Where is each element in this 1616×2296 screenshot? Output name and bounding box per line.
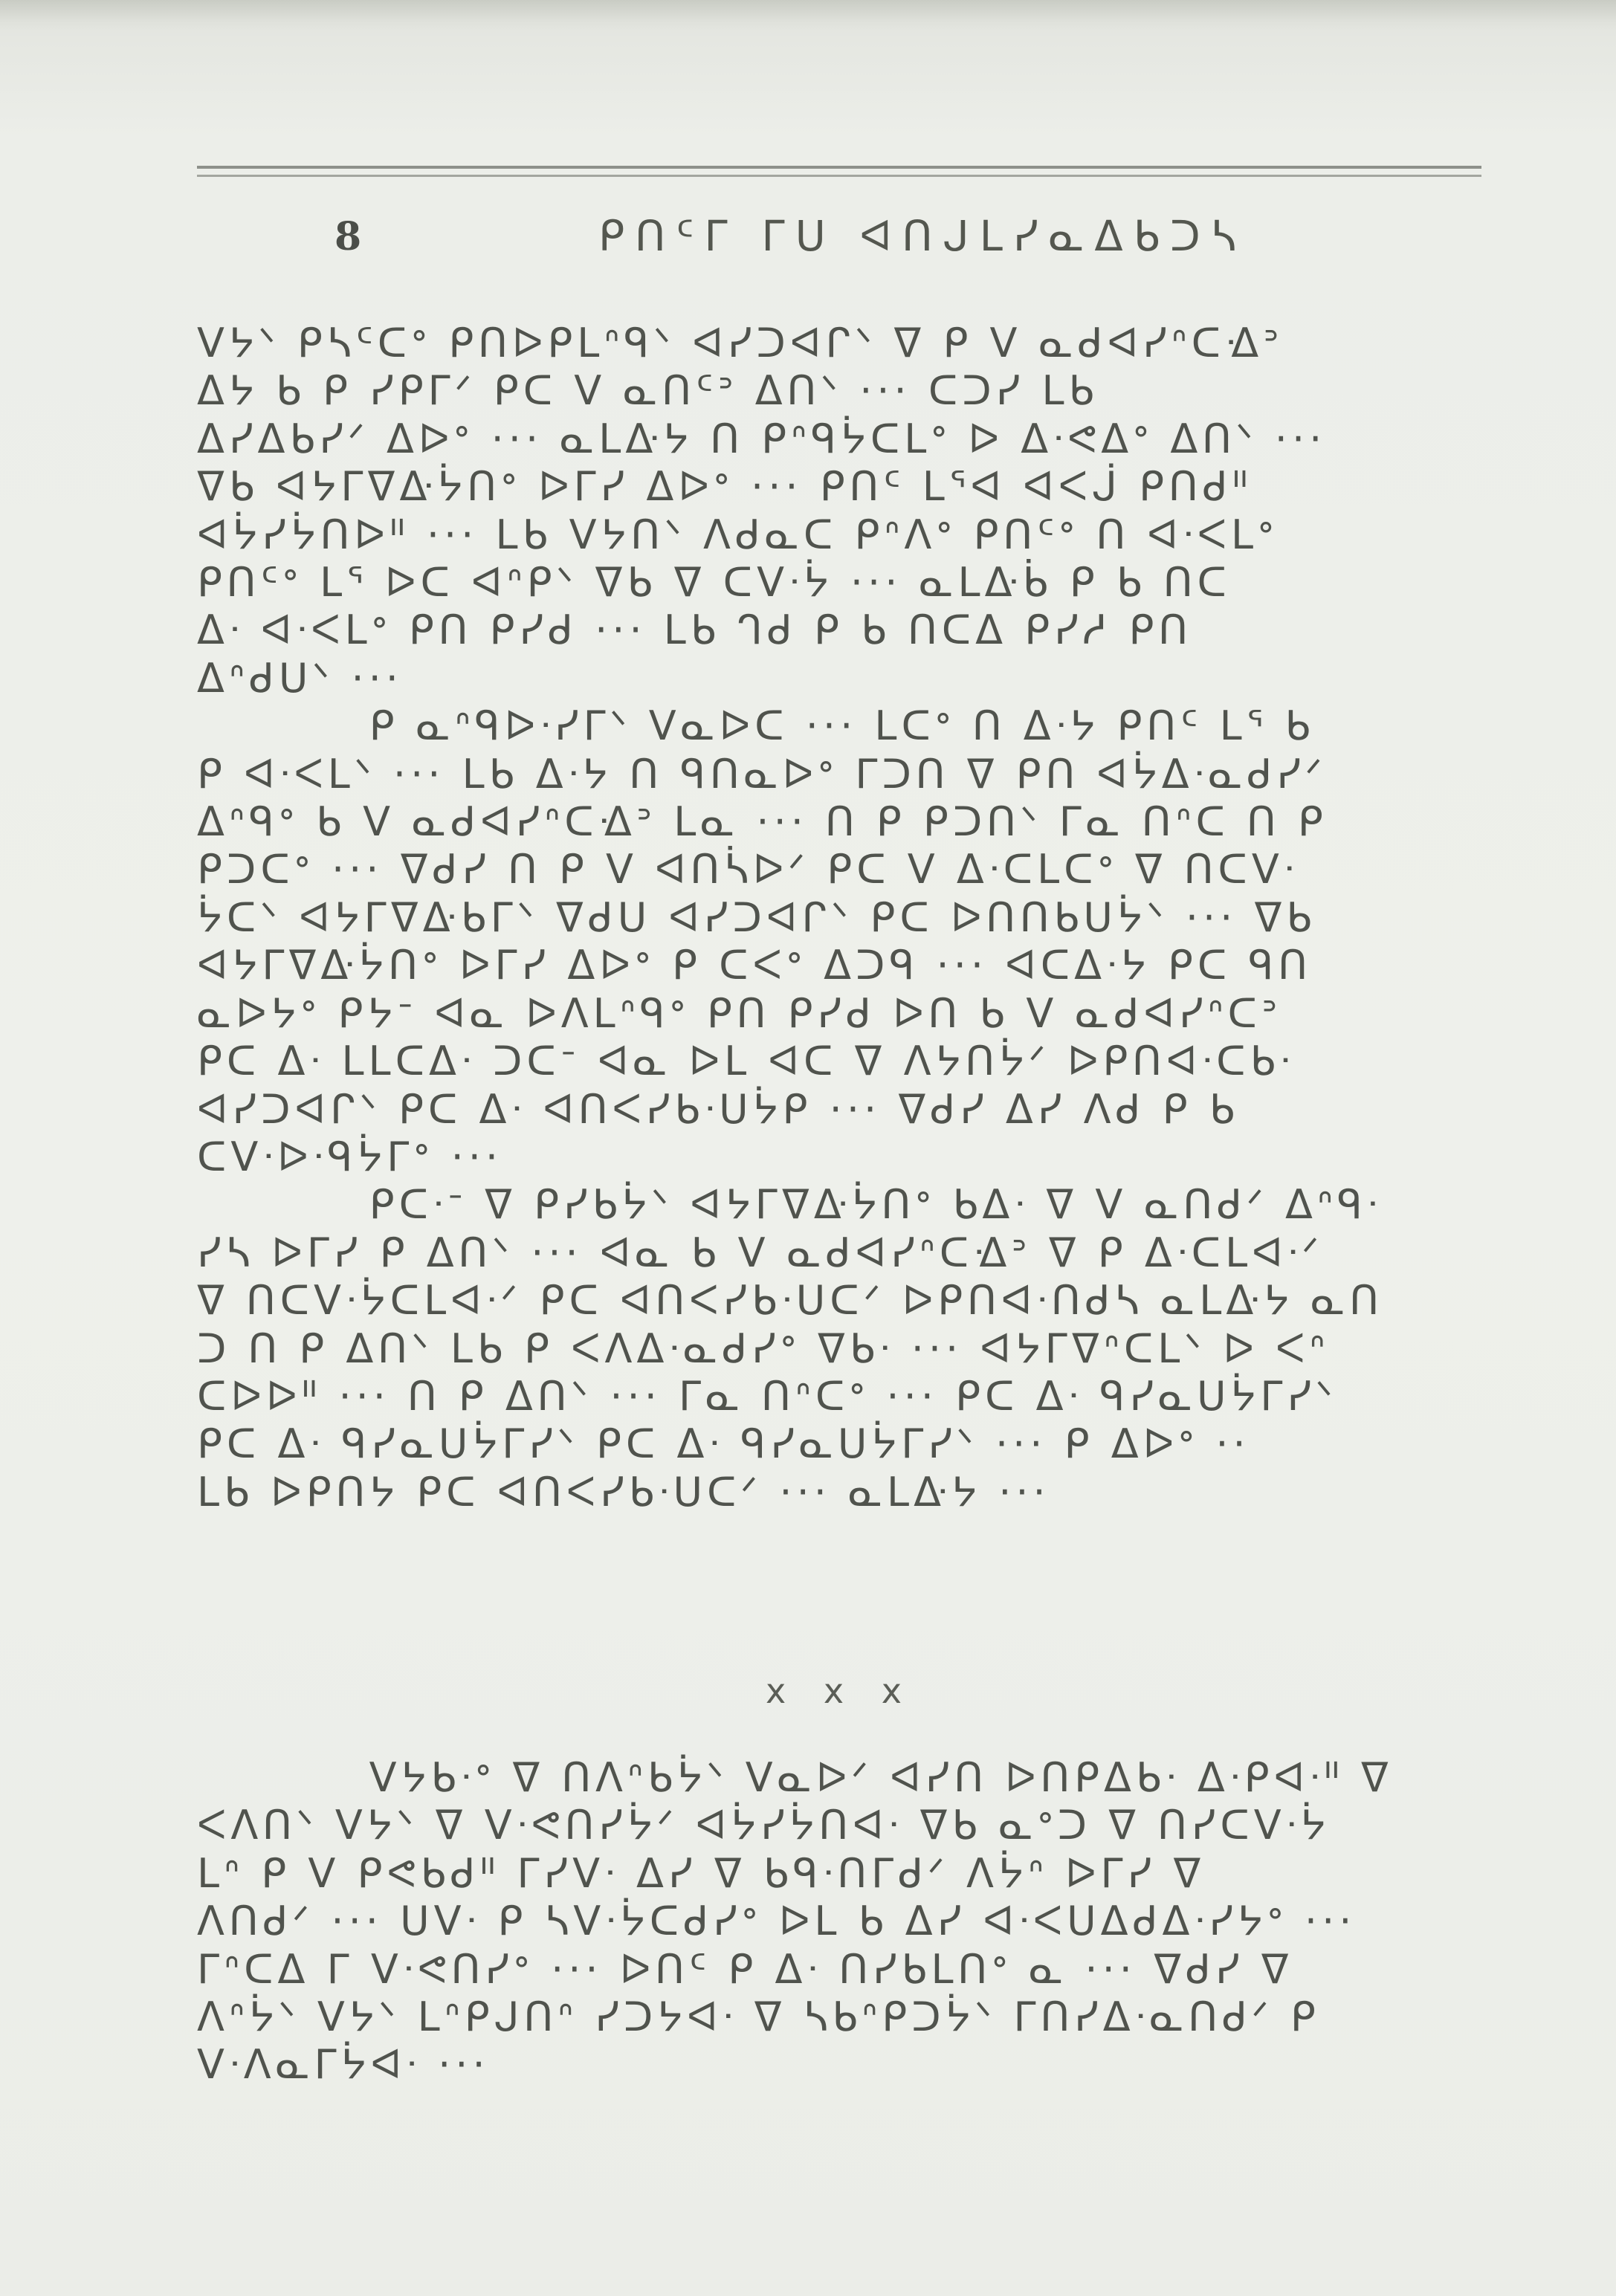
paragraph-4	[197, 1754, 1453, 2089]
paragraph-3-line: ᑭᑕᐧᐨ ᐁ ᑭᓯᑲᔮᐠ ᐊᔭᒥᐁᐏᔮᑎᐤ ᑲᐃᐧ ᐁ ᐯ ᓇᑎᑯᐟ ᐃᐢᑫᐧ	[197, 1181, 1382, 1229]
paragraph-4-line: ᐯᐧᐱᓇᒥᔮᐊᐧ ···	[197, 2041, 490, 2089]
paragraph-1-line: ᐃᔭ ᑲ ᑭ ᓯᑭᒥᐟ ᑭᑕ ᐯ ᓇᑎᑦᐣ ᐃᑎᐠ ··· ᑕᑐᓯ ᒪᑲ	[197, 367, 1099, 415]
paragraph-2	[197, 702, 1453, 1181]
paragraph-3-line: ᑐ ᑎ ᑭ ᐃᑎᐠ ᒪᑲ ᑭ ᐸᐱᐃᐧᓇᑯᓯᐤ ᐁᑲᐧ ··· ᐊᔭᒥᐁᐢᑕᒪᐠ ᐅ ᐸᐢ	[197, 1325, 1330, 1372]
paragraph-2-line: ᑭᑕ ᐃᐧ ᒪᒪᑕᐃᐧ ᑐᑕᐨ ᐊᓇ ᐅᒪ ᐊᑕ ᐁ ᐱᔭᑎᔮᐟ ᐅᑭᑎᐊᐧᑕᑲᐧ	[197, 1038, 1295, 1085]
paragraph-4-line: ᐱᐢᔮᐠ ᐯᔭᐠ ᒪᐢᑭᒍᑎᐢ ᓯᑐᔭᐊᐧ ᐁ ᓴᑲᐢᑭᑐᔮᐠ ᒥᑎᓯᐃᐧᓇᑎᑯᐟ ᑭ	[197, 1993, 1320, 2041]
paragraph-1-line: ᐊᔮᓯᔮᑎᐅᐦ ··· ᒪᑲ ᐯᔭᑎᐠ ᐱᑯᓇᑕ ᑭᐢᐱᐤ ᑭᑎᑦᐤ ᑎ ᐊᐧᐸᒪᐤ	[197, 511, 1279, 558]
paragraph-3-line: ᓯᓴ ᐅᒥᓯ ᑭ ᐃᑎᐠ ··· ᐊᓇ ᑲ ᐯ ᓇᑯᐊᓯᐢᑕᐎᐣ ᐁ ᑭ ᐃᐧᑕᒪᐊᐧᐟ	[197, 1229, 1324, 1276]
paragraph-1-line: ᑭᑎᑦᐤ ᒪᕐ ᐅᑕ ᐊᐢᑭᐠ ᐁᑲ ᐁ ᑕᐯᐧᔮ ··· ᓇᒪᐏᑳ ᑭ ᑲ ᑎᑕ	[197, 559, 1231, 607]
paragraph-1-line: ᐯᔭᐠ ᑭᓴᑦᑕᐤ ᑭᑎᐅᑭᒪᐢᑫᐠ ᐊᓯᑐᐊᒋᐠ ᐁ ᑭ ᐯ ᓇᑯᐊᓯᐢᑕᐎᐣ	[197, 320, 1284, 366]
paragraph-4-line: ᒥᐢᑕᐃ ᒥ ᐯᐧᕙᑎᓯᐤ ··· ᐅᑎᑦ ᑭ ᐃᐧ ᑎᓯᑲᒪᑎᐤ ᓇ ··· ᐁᑯᓯ ᐁ	[197, 1945, 1293, 1993]
paragraph-1-line: ᐃᐢᑯᑌᐠ ···	[197, 654, 403, 702]
header-rule-bottom	[197, 175, 1481, 177]
page-header	[0, 0, 1616, 297]
paragraph-2-line: ᐊᔭᒥᐁᐏᔮᑎᐤ ᐅᒥᓯ ᐃᐅᐤ ᑭ ᑕᐸᐤ ᐃᑐᑫ ··· ᐊᑕᐃᐧᔭ ᑭᑕ ᑫᑎ	[197, 942, 1312, 989]
paragraph-2-line: ᑭᑐᑕᐤ ··· ᐁᑯᓯ ᑎ ᑭ ᐯ ᐊᑎᓵᐅᐟ ᑭᑕ ᐯ ᐃᐧᑕᒪᑕᐤ ᐁ ᑎᑕᐯᐧ	[197, 846, 1299, 893]
paragraph-4-line: ᐱᑎᑯᐟ ··· ᑌᐯᐧ ᑭ ᓴᐯᐧᔮᑕᑯᓯᐤ ᐅᒪ ᑲ ᐃᓯ ᐊᐧᐸᑌᐃᑯᐃᐧᓯᔭᐤ ···	[197, 1898, 1357, 1945]
paragraph-4-line: ᐯᔭᑲᐧᐤ ᐁ ᑎᐱᐢᑲᔮᐠ ᐯᓇᐅᐟ ᐊᓯᑎ ᐅᑎᑭᐃᑲᐧ ᐃᐧᑭᐊᐧᐦ ᐁ	[197, 1754, 1393, 1801]
paragraph-1	[197, 320, 1453, 702]
paragraph-2-line: ᑭ ᐊᐧᐸᒪᐠ ··· ᒪᑲ ᐃᐧᔭ ᑎ ᑫᑎᓇᐅᐤ ᒥᑐᑎ ᐁ ᑭᑎ ᐊᔮᐃᐧᓇᑯᓯᐟ	[197, 750, 1327, 798]
page-number: 8	[334, 214, 362, 259]
paragraph-3-line: ᑭᑕ ᐃᐧ ᑫᓯᓇᑌᔮᒥᓯᐠ ᑭᑕ ᐃᐧ ᑫᓯᓇᑌᔮᒥᓯᐠ ··· ᑭ ᐃᐅᐤ ··	[197, 1420, 1250, 1468]
paragraph-3-line: ᒪᑲ ᐅᑭᑎᔭ ᑭᑕ ᐊᑎᐸᓯᑲᐧᑌᑕᐟ ··· ᓇᒪᐏᔭ ···	[197, 1468, 1050, 1516]
paragraph-3-line: ᑕᐅᐅᐦ ··· ᑎ ᑭ ᐃᑎᐠ ··· ᒥᓇ ᑎᐢᑕᐤ ··· ᑭᑕ ᐃᐧ ᑫᓯᓇᑌᔮᒥᓯᐠ	[197, 1372, 1337, 1420]
paragraph-3-line: ᐁ ᑎᑕᐯᐧᔮᑕᒪᐊᐧᐟ ᑭᑕ ᐊᑎᐸᓯᑲᐧᑌᑕᐟ ᐅᑭᑎᐊᐧᑎᑯᓴ ᓇᒪᐏᔭ ᓇᑎ	[197, 1277, 1383, 1325]
paragraph-1-line: ᐃᓯᐃᑲᓯᐟ ᐃᐅᐤ ··· ᓇᒪᐏᔭ ᑎ ᑭᐢᑫᔮᑕᒪᐤ ᐅ ᐃᐧᕙᐃᐤ ᐃᑎᐠ ···	[197, 415, 1327, 462]
paragraph-4-line: ᐸᐱᑎᐠ ᐯᔭᐠ ᐁ ᐯᐧᕙᑎᓯᔮᐟ ᐊᔮᓯᔮᑎᐊᐧ ᐁᑲ ᓇᐤᑐ ᐁ ᑎᓯᑕᐯᐧᔮ	[197, 1802, 1331, 1849]
paragraph-2-line: ᐊᓯᑐᐊᒋᐠ ᑭᑕ ᐃᐧ ᐊᑎᐸᓯᑲᐧᑌᔮᑭ ··· ᐁᑯᓯ ᐃᓯ ᐱᑯ ᑭ ᑲ	[197, 1085, 1239, 1133]
paragraph-1-line: ᐁᑲ ᐊᔭᒥᐁᐏᔮᑎᐤ ᐅᒥᓯ ᐃᐅᐤ ··· ᑭᑎᑦ ᒪᕐᐊ ᐊᐸᒎ ᑭᑎᑯᐦ	[197, 463, 1253, 511]
paragraph-2-line: ᔮᑕᐠ ᐊᔭᒥᐁᐏᑲᒥᐠ ᐁᑯᑌ ᐊᓯᑐᐊᒋᐠ ᑭᑕ ᐅᑎᑎᑲᑌᔮᐠ ··· ᐁᑲ	[197, 893, 1316, 941]
paragraph-2-line: ᓇᐅᔭᐤ ᑭᔭᐨ ᐊᓇ ᐅᐱᒪᐢᑫᐤ ᑭᑎ ᑭᓯᑯ ᐅᑎ ᑲ ᐯ ᓇᑯᐊᓯᐢᑕᐣ	[197, 989, 1282, 1037]
paragraph-4-line: ᒪᐢ ᑭ ᐯ ᑭᕙᑲᑯᐦ ᒥᓯᐯᐧ ᐃᓯ ᐁ ᑲᑫᐧᑎᒥᑯᐟ ᐱᔮᐢ ᐅᒥᓯ ᐁ	[197, 1849, 1206, 1897]
paragraph-2-line: ᐃᐢᑫᐤ ᑲ ᐯ ᓇᑯᐊᓯᐢᑕᐎᐣ ᒪᓇ ··· ᑎ ᑭ ᑭᑐᑎᐠ ᒥᓇ ᑎᐢᑕ ᑎ ᑭ	[197, 798, 1328, 846]
paragraph-3	[197, 1181, 1453, 1516]
paragraph-2-line: ᑭ ᓇᐢᑫᐅᐧᓯᒥᐠ ᐯᓇᐅᑕ ··· ᒪᑕᐤ ᑎ ᐃᐧᔭ ᑭᑎᑦ ᒪᕐ ᑲ	[197, 702, 1315, 750]
paragraph-1-line: ᐃᐧ ᐊᐧᐸᒪᐤ ᑭᑎ ᑭᓯᑯ ··· ᒪᑲ ᒉᑯ ᑭ ᑲ ᑎᑕᐃ ᑭᓯᓱ ᑭᑎ	[197, 607, 1192, 654]
running-title: ᑭᑎᑦᒥ ᒥᑌ ᐊᑎᒍᒪᓯᓇᐃᑲᑐᓴ	[598, 213, 1247, 261]
header-rule-top	[197, 166, 1481, 169]
paragraph-2-line: ᑕᐯᐧᐅᐧᑫᔮᒥᐤ ···	[197, 1133, 503, 1180]
section-separator: x x x	[766, 1671, 915, 1711]
body-text	[197, 320, 1453, 1516]
